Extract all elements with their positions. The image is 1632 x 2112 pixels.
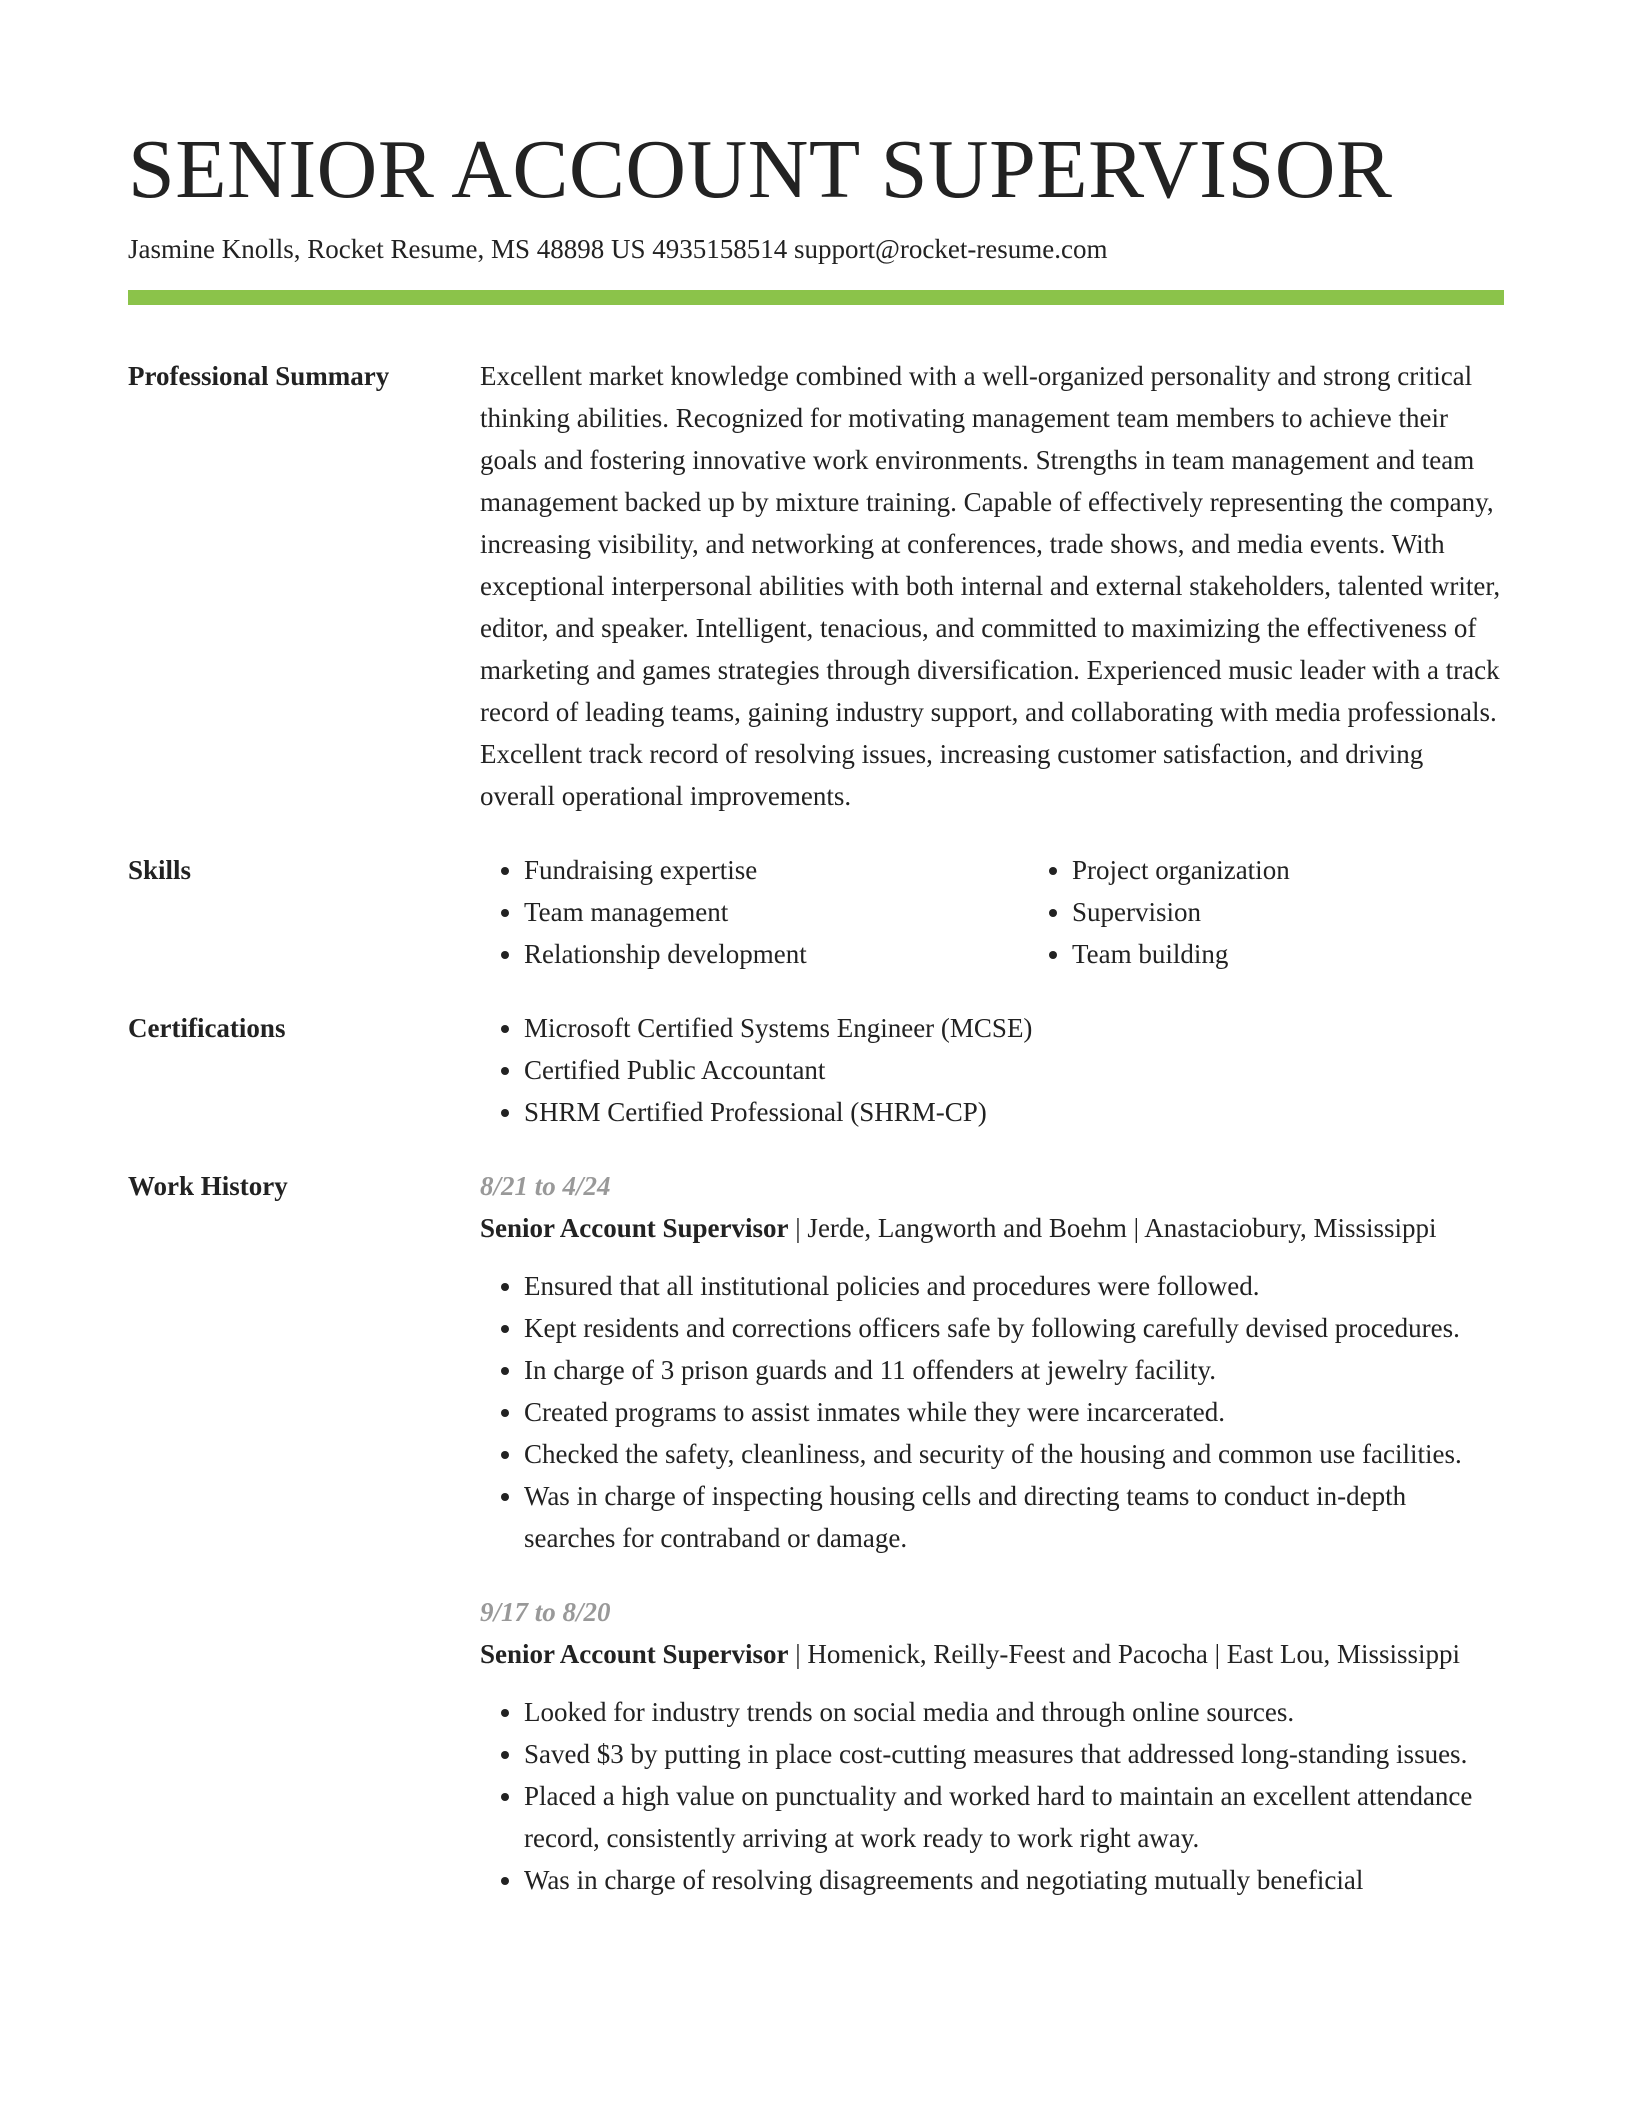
section-certifications <box>128 1007 1504 1133</box>
job-details: | Jerde, Langworth and Boehm | Anastaciobury, Mississippi <box>788 1213 1437 1243</box>
job-bullet: • Ensured that all institutional policies and procedures were followed. <box>524 1265 1504 1307</box>
skill-item: • Supervision <box>1072 891 1576 933</box>
job-bullet: • In charge of 3 prison guards and 11 offenders at jewelry facility. <box>524 1349 1504 1391</box>
job-details: | Homenick, Reilly-Feest and Pacocha | East Lou, Mississippi <box>788 1639 1460 1669</box>
section-professional-summary <box>128 355 1504 817</box>
section-body <box>480 1007 1504 1133</box>
job-bullet: • Created programs to assist inmates while they were incarcerated. <box>524 1391 1504 1433</box>
job-title: Senior Account Supervisor <box>480 1639 789 1669</box>
job-bullet: • Was in charge of inspecting housing cells and directing teams to conduct in-depth searches for contraband or damage. <box>524 1475 1504 1559</box>
job-bullets <box>480 1691 1504 1901</box>
section-label: Professional Summary <box>128 361 390 391</box>
job-bullet: • Placed a high value on punctuality and worked hard to maintain an excellent attendance record, consistently arriving at work ready to work right away. <box>524 1775 1504 1859</box>
certification-item: • Microsoft Certified Systems Engineer (MCSE) <box>524 1007 1504 1049</box>
job-dates: 9/17 to 8/20 <box>480 1597 611 1627</box>
job-dates: 8/21 to 4/24 <box>480 1171 611 1201</box>
job-title: Senior Account Supervisor <box>480 1213 789 1243</box>
job-bullet: • Kept residents and corrections officers safe by following carefully devised procedures. <box>524 1307 1504 1349</box>
job-bullet: • Looked for industry trends on social media and through online sources. <box>524 1691 1504 1733</box>
certifications-list <box>480 1007 1504 1133</box>
skills-list-right <box>1028 849 1576 975</box>
certification-item: • Certified Public Accountant <box>524 1049 1504 1091</box>
section-label: Certifications <box>128 1013 286 1043</box>
job-bullet: • Saved $3 by putting in place cost-cutting measures that addressed long-standing issues. <box>524 1733 1504 1775</box>
resume-title: SENIOR ACCOUNT SUPERVISOR <box>128 123 1393 216</box>
job-header <box>480 1207 1504 1249</box>
job-header <box>480 1633 1504 1675</box>
section-skills <box>128 849 1504 975</box>
skill-item: • Team management <box>524 891 1028 933</box>
skill-item: • Relationship development <box>524 933 1028 975</box>
skills-grid <box>480 849 1576 975</box>
resume-page <box>128 0 1504 1901</box>
section-body <box>480 1165 1504 1901</box>
section-body <box>480 355 1504 817</box>
skill-item: • Project organization <box>1072 849 1576 891</box>
section-label: Skills <box>128 855 192 885</box>
section-work-history <box>128 1165 1504 1901</box>
accent-divider <box>128 290 1504 305</box>
job-bullet: • Checked the safety, cleanliness, and security of the housing and common use facilities. <box>524 1433 1504 1475</box>
skill-item: • Fundraising expertise <box>524 849 1028 891</box>
skills-list-left <box>480 849 1028 975</box>
certification-item: • SHRM Certified Professional (SHRM-CP) <box>524 1091 1504 1133</box>
job-entry <box>480 1165 1504 1559</box>
skill-item: • Team building <box>1072 933 1576 975</box>
summary-text: Excellent market knowledge combined with a well-organized personality and strong critical thinking abilities. Recognized for motivating management team members to achieve their goals and fostering innovative work environments. Strengths in team management and team management backed up by mixture training. Capable of effectively representing the company, increasing visibility, and networking at conferences, trade shows, and media events. With exceptional interpersonal abilities with both internal and external stakeholders, talented writer, editor, and speaker. Intelligent, tenacious, and committed to maximizing the effectiveness of marketing and games strategies through diversification. Experienced music leader with a track record of leading teams, gaining industry support, and collaborating with media professionals. Excellent track record of resolving issues, increasing customer satisfaction, and driving overall operational improvements. <box>480 361 1501 811</box>
job-bullets <box>480 1265 1504 1559</box>
job-bullet: • Was in charge of resolving disagreements and negotiating mutually beneficial <box>524 1859 1504 1901</box>
section-label: Work History <box>128 1171 288 1201</box>
job-entry <box>480 1591 1504 1901</box>
contact-line: Jasmine Knolls, Rocket Resume, MS 48898 US 4935158514 support@rocket-resume.com <box>128 234 1108 264</box>
